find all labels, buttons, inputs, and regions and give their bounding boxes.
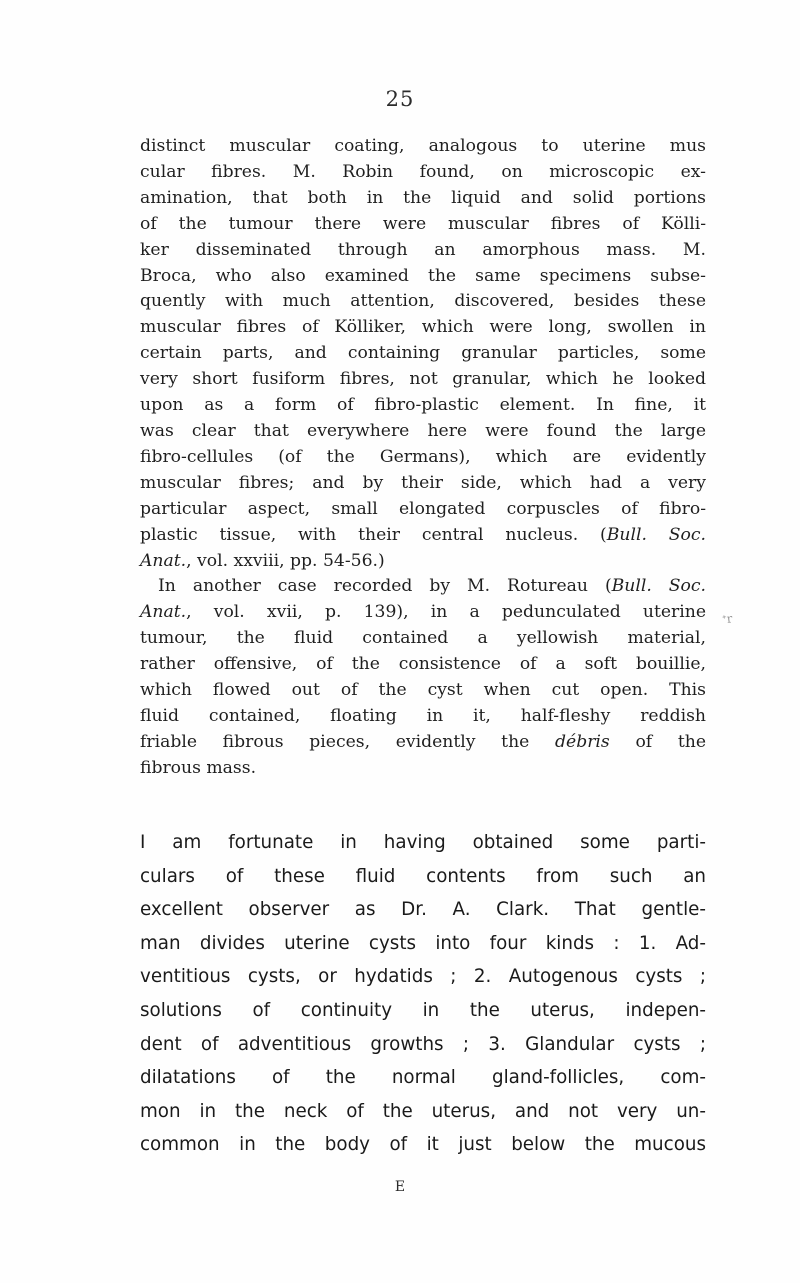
citation-journal: Bull. Soc. bbox=[611, 576, 706, 597]
text-fragment: of the bbox=[609, 731, 706, 752]
text-line: amination, that both in the liquid and solid portions bbox=[140, 187, 706, 208]
text-line: tumour, the fluid contained a yellowish material, bbox=[140, 628, 706, 649]
text-line-citation bbox=[140, 523, 706, 549]
text-line: culars of these fluid contents from such an bbox=[140, 865, 706, 887]
citation-journal: Anat. bbox=[140, 550, 187, 571]
text-line: quently with much attention, discovered, besides these bbox=[140, 291, 706, 312]
page-number: 25 bbox=[385, 87, 415, 111]
citation-journal: Bull. Soc. bbox=[606, 524, 706, 545]
italic-term: débris bbox=[555, 731, 610, 752]
text-line: mon in the neck of the uterus, and not very un- bbox=[140, 1100, 706, 1122]
citation-volume: , vol. xvii, p. 139), in a pedunculated uterine bbox=[186, 602, 706, 623]
text-line: ventitious cysts, or hydatids ; 2. Autogenous cysts ; bbox=[140, 966, 706, 988]
text-fragment: friable fibrous pieces, evidently the bbox=[140, 731, 530, 752]
text-line: common in the body of it just below the mucous bbox=[140, 1134, 706, 1156]
text-line: muscular fibres; and by their side, which had a very bbox=[140, 472, 706, 493]
text-line-citation bbox=[140, 600, 706, 626]
paragraph-robin-broca bbox=[140, 134, 706, 782]
citation-journal: Anat. bbox=[140, 602, 187, 623]
text-line: particular aspect, small elongated corpuscles of fibro- bbox=[140, 498, 706, 519]
signature-mark: E bbox=[394, 1179, 406, 1195]
text-line bbox=[140, 730, 706, 756]
text-line: ker disseminated through an amorphous mass. M. bbox=[140, 239, 706, 260]
text-line: fibrous mass. bbox=[140, 757, 257, 778]
text-line: of the tumour there were muscular fibres of Kölli- bbox=[140, 213, 706, 234]
text-line: distinct muscular coating, analogous to uterine mus bbox=[140, 136, 706, 156]
text-line: muscular fibres of Kölliker, which were long, swollen in bbox=[140, 317, 706, 338]
text-line: very short fusiform fibres, not granular, which he looked bbox=[140, 369, 706, 390]
text-line: which flowed out of the cyst when cut open. This bbox=[140, 680, 706, 701]
margin-mark: ᐩr bbox=[721, 611, 734, 627]
citation-volume: , vol. xxviii, pp. 54-56.) bbox=[186, 550, 385, 571]
text-line: excellent observer as Dr. A. Clark. That gentle- bbox=[140, 899, 706, 921]
paragraph-clark bbox=[140, 826, 706, 1162]
text-line: man divides uterine cysts into four kinds : 1. Ad- bbox=[140, 932, 706, 954]
text-line: dilatations of the normal gland-follicles, com- bbox=[140, 1067, 706, 1089]
text-line: dent of adventitious growths ; 3. Glandular cysts ; bbox=[140, 1033, 706, 1055]
text-line: cular fibres. M. Robin found, on microscopic ex- bbox=[140, 161, 706, 182]
citation-lead: plastic tissue, with their central nucleus. ( bbox=[140, 524, 607, 545]
text-line: certain parts, and containing granular particles, some bbox=[140, 343, 706, 364]
text-line: I am fortunate in having obtained some parti- bbox=[140, 832, 706, 853]
text-line: fibro-cellules (of the Germans), which are evidently bbox=[140, 446, 706, 467]
text-line: upon as a form of fibro-plastic element. In fine, it bbox=[140, 395, 706, 416]
text-line: rather offensive, of the consistence of a soft bouillie, bbox=[140, 654, 706, 675]
text-line: Broca, who also examined the same specimens subse- bbox=[140, 265, 706, 286]
text-line-citation bbox=[140, 574, 706, 600]
citation-lead: In another case recorded by M. Rotureau ( bbox=[158, 576, 612, 597]
text-line: fluid contained, floating in it, half-fleshy reddish bbox=[140, 705, 706, 726]
text-line-citation bbox=[140, 549, 706, 575]
text-line: solutions of continuity in the uterus, indepen- bbox=[140, 999, 706, 1021]
text-line: was clear that everywhere here were found the large bbox=[140, 420, 706, 441]
